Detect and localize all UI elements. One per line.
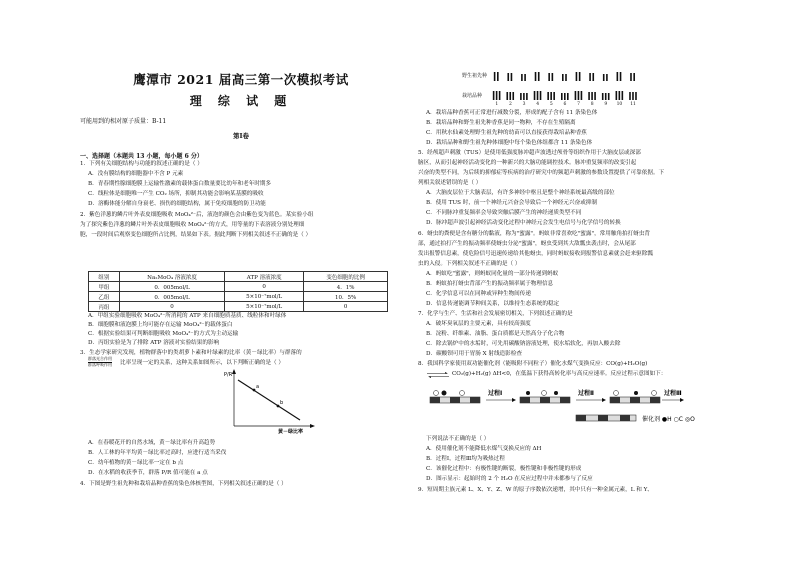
wild-chromosome [562, 74, 564, 81]
fraction [88, 357, 112, 367]
cultivar-chromosome [550, 92, 552, 100]
table-header-cell: 组别 [89, 272, 120, 282]
option-line: C．线粒体是细胞唯一产生 CO₂ 场所，抑制其功能会影响某基膜的吸收 [88, 191, 264, 197]
equilibrium-arrow [426, 371, 450, 379]
cultivar-chromosome [616, 91, 618, 100]
karyotype-number: 8 [590, 102, 594, 107]
wild-chromosome [535, 72, 537, 81]
table-cell: 5×10⁻⁷mol/L [225, 302, 304, 312]
option-line: C．幼年植物的黄－绿比率一定在 b 点 [88, 460, 184, 466]
wild-chromosome [579, 72, 581, 81]
wild-chromosome [633, 73, 635, 81]
table-row [89, 282, 388, 292]
table-cell: 4．1% [304, 282, 388, 292]
question-line: 脑区，从而引起神经活动变化的一种新兴的大脑功能调控技术。脉冲重复频率的改变引起 [418, 160, 637, 166]
cultivar-chromosome [564, 93, 566, 100]
question-line: 下列说法不正确的是（ ） [426, 436, 490, 442]
point-b-label: b [280, 400, 284, 406]
arrow-step3-head [680, 398, 684, 402]
option-line: A．没有膜结构的细胞器中不含 P 元素 [88, 171, 184, 177]
option-line: D．脉冲超声波引起神经活动变化过程中神经元会发生电信号与化学信号的转换 [426, 220, 621, 226]
question-line: 5．经颅超声刺激（TUS）是使用低强度脉冲超声波透过颅骨等组织作用于大脑皮层或深部 [418, 150, 641, 156]
table-cell: 0 [119, 302, 224, 312]
arrow-step1-head [512, 398, 516, 402]
wild-chromosome [617, 72, 619, 81]
question-line: 虫的入侵。下列相关叙述不正确的是（ ） [418, 261, 521, 267]
question-line: 为了探究紫色洋葱的鳞片叶外表皮细胞吸收 MoO₄²⁻的方式，用等量的下表溶液分别处理细 [80, 222, 305, 228]
table-header-row [89, 272, 388, 282]
cultivar-chromosome [523, 93, 525, 100]
wild-chromosome [630, 73, 632, 81]
step3-label: 过程Ⅲ [664, 390, 682, 397]
section-heading: 一、选择题（本题共 13 小题，每小题 6 分） [80, 153, 203, 160]
option-line: B．栽培品种和野生祖先种香蕉是同一物种，不存在生殖隔离 [426, 120, 576, 126]
experiment-table [88, 271, 388, 312]
cultivar-chromosome [635, 92, 637, 100]
karyotype-number: 3 [522, 102, 526, 107]
cultivar-chromosome [575, 91, 577, 100]
option-line: B．青春期性腺细胞膜上运输性激素的载体蛋白数量要比幼年和老年时期多 [88, 181, 272, 187]
question-line: 胞，一段时间后观察变色细胞所占比例，结果如下表。据此判断下列相关叙述不正确的是（ ） [80, 232, 312, 238]
question-line: 发出报警信息素，使危险信号迅速传递给其他蚜虫，同时蚂蚁接收到报警信息素就会赶来驱除瓢 [418, 251, 653, 257]
option-line: A．栽培品种香蕉可正常进行减数分裂，形成的配子含有 11 条染色体 [426, 110, 598, 116]
option-line: D．溶酶体能分解自身衰老、损伤的细胞结构，属于免疫细胞的防卫功能 [88, 201, 266, 207]
table-row [89, 292, 388, 302]
option-line: C．该催化过程中：有极性键的断裂，极性键和非极性键的形成 [426, 466, 582, 472]
catalyst-legend: 催化剂 ●H ○C ◎O [642, 416, 695, 423]
catalyst-surface-end [576, 415, 636, 421]
karyotype-cultivar-label: 栽培品种 [462, 93, 483, 99]
cultivar-chromosome [553, 92, 555, 100]
x-axis-label: 黄－绿比率 [278, 429, 304, 435]
cultivar-chromosome [588, 92, 590, 100]
catalyst-surface-mid2 [610, 391, 660, 404]
atomic-masses-note: 可能用到的相对原子质量：B-11 [80, 118, 167, 125]
trend-line [238, 380, 300, 420]
option-line: C．根据实验结果可判断细胞吸收 MoO₄²⁻的方式为主动运输 [88, 331, 239, 337]
option-line: D．图示显示：起始时的 2 个 H₂O 在反应过程中并未都参与了反应 [426, 476, 593, 482]
cultivar-chromosome [499, 91, 501, 100]
volume-heading: 第Ⅰ卷 [232, 132, 250, 140]
option-line: A．在春暖花开的自然水域，黄－绿比率有升高趋势 [88, 440, 216, 446]
cultivar-chromosome [540, 91, 542, 100]
pr-graph [220, 368, 320, 434]
y-axis-label: P/R [224, 372, 233, 378]
question-line: 8．我国科学家使用双功能催化剂（能吸附不同粒子）催化水煤气变换反应：CO(g)+H₂O(g) [418, 361, 648, 367]
option-line: C．用秋水仙素处理野生祖先种的幼苗可以直接获得栽培品种香蕉 [426, 130, 587, 136]
option-line: A．破坏臭氧层的主要元素，具有较高强度 [426, 321, 531, 327]
cultivar-chromosome [629, 92, 631, 100]
cultivar-chromosome [602, 93, 604, 100]
karyotype-number: 1 [495, 102, 499, 107]
option-line: B．细胞膜和液泡膜上均可能存在运输 MoO₄²⁻的载体蛋白 [88, 322, 233, 328]
table-cell: 0．005mol/L [119, 282, 224, 292]
option-line: A．蚂蚁吃"蜜露"，则蚂蚁同化量的一部分传递到蚂蚁 [426, 271, 559, 277]
cultivar-chromosome [594, 92, 596, 100]
point-b [277, 405, 280, 408]
right-column [412, 0, 724, 561]
karyotype-number: 7 [577, 102, 580, 107]
karyotype-number: 4 [536, 102, 540, 107]
table-header-cell: 变色细胞的比例 [304, 272, 388, 282]
table-cell: 甲组 [89, 282, 120, 292]
option-line: D．碳酸钡可用于胃肠 X 射线造影检查 [426, 351, 522, 357]
option-line: B．蚂蚁拍打蚜虫背部产生的振动频率属于物理信息 [426, 281, 554, 287]
option-line: A．使用催化剂不能降低水煤气变换反应的 ΔH [426, 446, 542, 452]
karyotype-number: 2 [509, 102, 512, 107]
point-a [253, 389, 256, 392]
cultivar-chromosome [567, 93, 569, 100]
option-line: B．淀粉、纤维素、油脂、蛋白质都是天然高分子化合物 [426, 331, 565, 337]
exam-subtitle: 理 综 试 题 [189, 94, 293, 108]
karyotype-wild-label: 野生祖先种 [462, 73, 488, 79]
karyotype-number: 6 [563, 102, 567, 107]
cultivar-chromosome [605, 93, 607, 100]
option-line: A．甲组实验细胞吸收 MoO₄²⁻所消耗的 ATP 来自细胞质基质、线粒体和叶绿体 [88, 313, 287, 319]
wild-chromosome [538, 72, 540, 81]
cultivar-chromosome [506, 92, 508, 100]
table-cell: 10．5% [304, 292, 388, 302]
cultivar-chromosome [512, 92, 514, 100]
cultivar-chromosome [537, 91, 539, 100]
option-line: C．化学信息可以在同种或异种生物间传递 [426, 291, 531, 297]
karyotype-number: 9 [604, 102, 608, 107]
wild-chromosome [606, 74, 608, 81]
cultivar-chromosome [547, 92, 549, 100]
option-line: B．过程Ⅰ，过程Ⅲ均为吸热过程 [426, 456, 505, 462]
karyotype-number: 11 [630, 102, 636, 107]
wild-chromosome [552, 73, 554, 81]
question-line: 6．蚜虫的粪便是含有糖分的黏液，称为"蜜露"。蚂蚁非常喜欢吃"蜜露"，常用触角拍打蚜虫背 [418, 231, 651, 237]
x-axis-arrow [310, 424, 315, 428]
table-header-cell: Na₂MoO₄ 溶液浓度 [119, 272, 224, 282]
question-line: CO₂(g)+H₂(g) ΔH<0，在低温下获得高转化率与高反应速率。反应过程示意图如下： [452, 371, 667, 377]
karyotype-number-row [490, 102, 640, 107]
wild-chromosome [494, 72, 496, 81]
wild-chromosome [589, 73, 591, 81]
cultivar-chromosome [526, 93, 528, 100]
option-line: C．除去锅炉中的水垢时，可先用碳酸钠溶液处理，使水垢软化，再加入酸去除 [426, 341, 621, 347]
option-line: D．栽培品种和野生祖先种体细胞中每个染色体组都含 11 条染色体 [426, 140, 593, 146]
wild-chromosome [548, 73, 550, 81]
cultivar-chromosome [561, 93, 563, 100]
question-line: 1．下列有关细胞结构与功能的叙述正确的是（ ） [80, 161, 203, 167]
table-cell: 0 [225, 282, 304, 292]
cultivar-chromosome [632, 92, 634, 100]
cultivar-chromosome [581, 91, 583, 100]
option-line: C．不同脉冲重复频率会导致突触后膜产生的神经递质类型不同 [426, 210, 582, 216]
cultivar-chromosome [520, 93, 522, 100]
table-cell: 0．005mol/L [119, 292, 224, 302]
question-line: 7．化学与生产、生活和社会发展密切相关，下列叙述正确的是 [418, 311, 573, 317]
wild-chromosome [620, 72, 622, 81]
catalyst-surface-start [430, 391, 480, 404]
wild-chromosome [576, 72, 578, 81]
point-a-label: a [256, 384, 260, 390]
fraction-numerator: 群落光合作用 [88, 356, 112, 361]
y-axis-arrow [232, 369, 236, 374]
option-line: A．大脑皮层位于大脑表层，有许多神经中枢且是整个神经系统最高级的部位 [426, 190, 615, 196]
question-line: 4．下图是野生祖先种和栽培品种香蕉的染色体核型图，下列相关叙述正确的是（ ） [80, 481, 287, 487]
option-line: D．丙组实验是为了排除 ATP 溶液对实验结果的影响 [88, 340, 220, 346]
exam-title: 鹰潭市 2021 届高三第一次模拟考试 [133, 72, 349, 87]
wild-chromosome [507, 73, 509, 81]
cultivar-chromosome [578, 91, 580, 100]
cultivar-chromosome [591, 92, 593, 100]
question-line: 9．短周期主族元素 L、X、Y、Z、W 的原子序数依次递增，其中只有一种金属元素，L 和 Y、 [418, 487, 653, 493]
question-line: 部，通过拍打产生的振动频率使蚜虫分泌"蜜露"，蚜虫受到其大敌瓢虫袭击时，会从尾部 [418, 241, 636, 247]
wild-chromosome [497, 72, 499, 81]
table-cell: 丙组 [89, 302, 120, 312]
wild-chromosome [565, 74, 567, 81]
option-line: B．使用 TUS 时，前一个神经元兴奋会导致后一个神经元兴奋或抑制 [426, 200, 597, 206]
wild-chromosome [524, 74, 526, 81]
option-line: B．人工林的年平均黄－绿比率过高时，应进行适当采伐 [88, 450, 227, 456]
question-line: 3．生态学家研究发现，植物群落中的类胡萝卜素和叶绿素的比率（黄－绿比率）与群落的 [80, 350, 302, 356]
wild-chromosome [603, 74, 605, 81]
table-row [89, 302, 388, 312]
question-line: 2．紫色洋葱的鳞片叶外表皮细胞吸收 MoO₄²⁻后，液泡的颜色会由紫色变为蓝色。某实验小组 [80, 212, 314, 218]
catalyst-surface-mid1 [520, 391, 570, 404]
step1-label: 过程Ⅰ [488, 390, 503, 397]
karyotype-number: 10 [616, 102, 623, 107]
question-line: 兴奋的类型不同，为后续的抑郁症等疾病的治疗研究中的频超声刺激的参数设置提供了可靠依据。下 [418, 170, 665, 176]
karyotype-number: 5 [549, 102, 553, 107]
question-line: 列相关叙述错误的是（ ） [418, 180, 482, 186]
left-column [80, 0, 402, 561]
cultivar-chromosome [509, 92, 511, 100]
table-header-cell: ATP 溶液浓度 [225, 272, 304, 282]
option-line: D．在水稻的收获季节，群落 P/R 值可能在 a 点 [88, 470, 208, 476]
fraction-denominator: 群落呼吸作用 [88, 361, 112, 367]
wild-chromosome [521, 74, 523, 81]
option-line: D．信息传递能调节种间关系，以维持生态系统的稳定 [426, 301, 560, 307]
cultivar-chromosome [608, 93, 610, 100]
question-line: 比率呈现一定的关系，这种关系如图所示，以下判断正确的是（ ） [120, 360, 284, 366]
table-cell: 乙组 [89, 292, 120, 302]
table-cell: 5×10⁻⁷mol/L [225, 292, 304, 302]
catalyst-process-figure [426, 383, 716, 429]
arrow-step2-head [602, 398, 606, 402]
cultivar-chromosome [622, 91, 624, 100]
cultivar-chromosome [493, 91, 495, 100]
cultivar-chromosome [496, 91, 498, 100]
karyotype-numbers [490, 101, 640, 108]
step2-label: 过程Ⅱ [578, 390, 594, 397]
wild-chromosome [592, 73, 594, 81]
wild-chromosome [511, 73, 513, 81]
cultivar-chromosome [619, 91, 621, 100]
table-cell: 0 [304, 302, 388, 312]
cultivar-chromosome [534, 91, 536, 100]
